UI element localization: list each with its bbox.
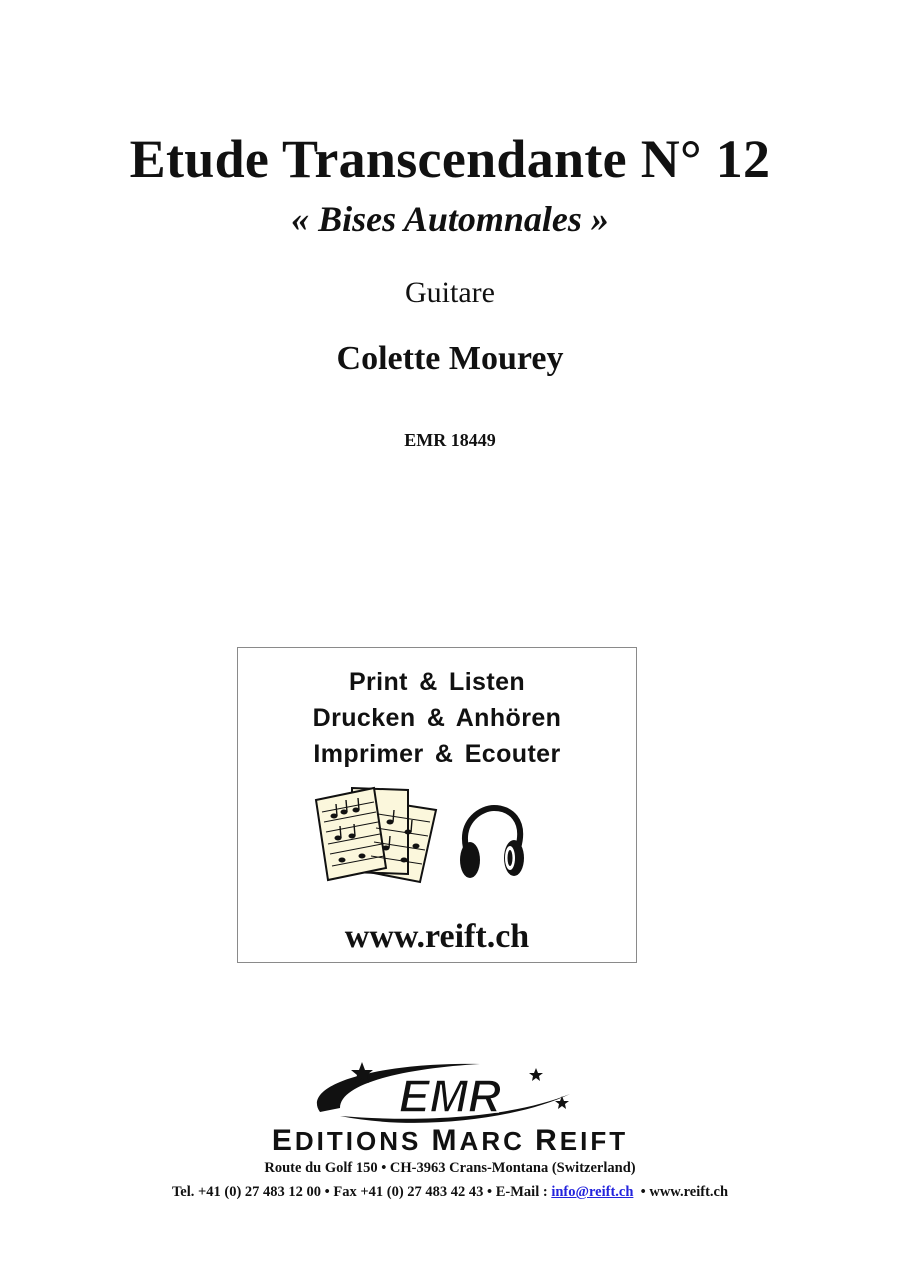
promo-line-en: Print & Listen	[348, 668, 526, 696]
subtitle: « Bises Automnales »	[291, 199, 609, 239]
catalog-number: EMR 18449	[404, 430, 496, 450]
promo-line-de: Drucken & Anhören	[312, 704, 562, 732]
promo-url[interactable]: www.reift.ch	[344, 918, 530, 955]
page-title: Etude Transcendante N° 12	[129, 129, 771, 189]
publisher-name: EDITIONS MARC REIFT	[271, 1124, 629, 1157]
print-listen-box	[237, 647, 637, 963]
contact-phone-fax: Tel. +41 (0) 27 483 12 00 • Fax +41 (0) 27 483 42 43 • E-Mail :	[171, 1184, 552, 1200]
promo-line-fr: Imprimer & Ecouter	[313, 740, 561, 768]
instrument-label: Guitare	[405, 276, 495, 309]
contact-website: • www.reift.ch	[633, 1184, 729, 1200]
emr-logo	[300, 1054, 590, 1130]
publisher-address: Route du Golf 150 • CH-3963 Crans-Montana (Switzerland)	[264, 1160, 636, 1176]
logo-text: EMR	[398, 1070, 502, 1122]
sheet-music-icon	[312, 782, 440, 886]
composer-name: Colette Mourey	[336, 340, 564, 377]
email-link[interactable]: info@reift.ch	[551, 1184, 634, 1200]
headphones-icon	[456, 804, 528, 882]
publisher-contact	[0, 1184, 900, 1201]
